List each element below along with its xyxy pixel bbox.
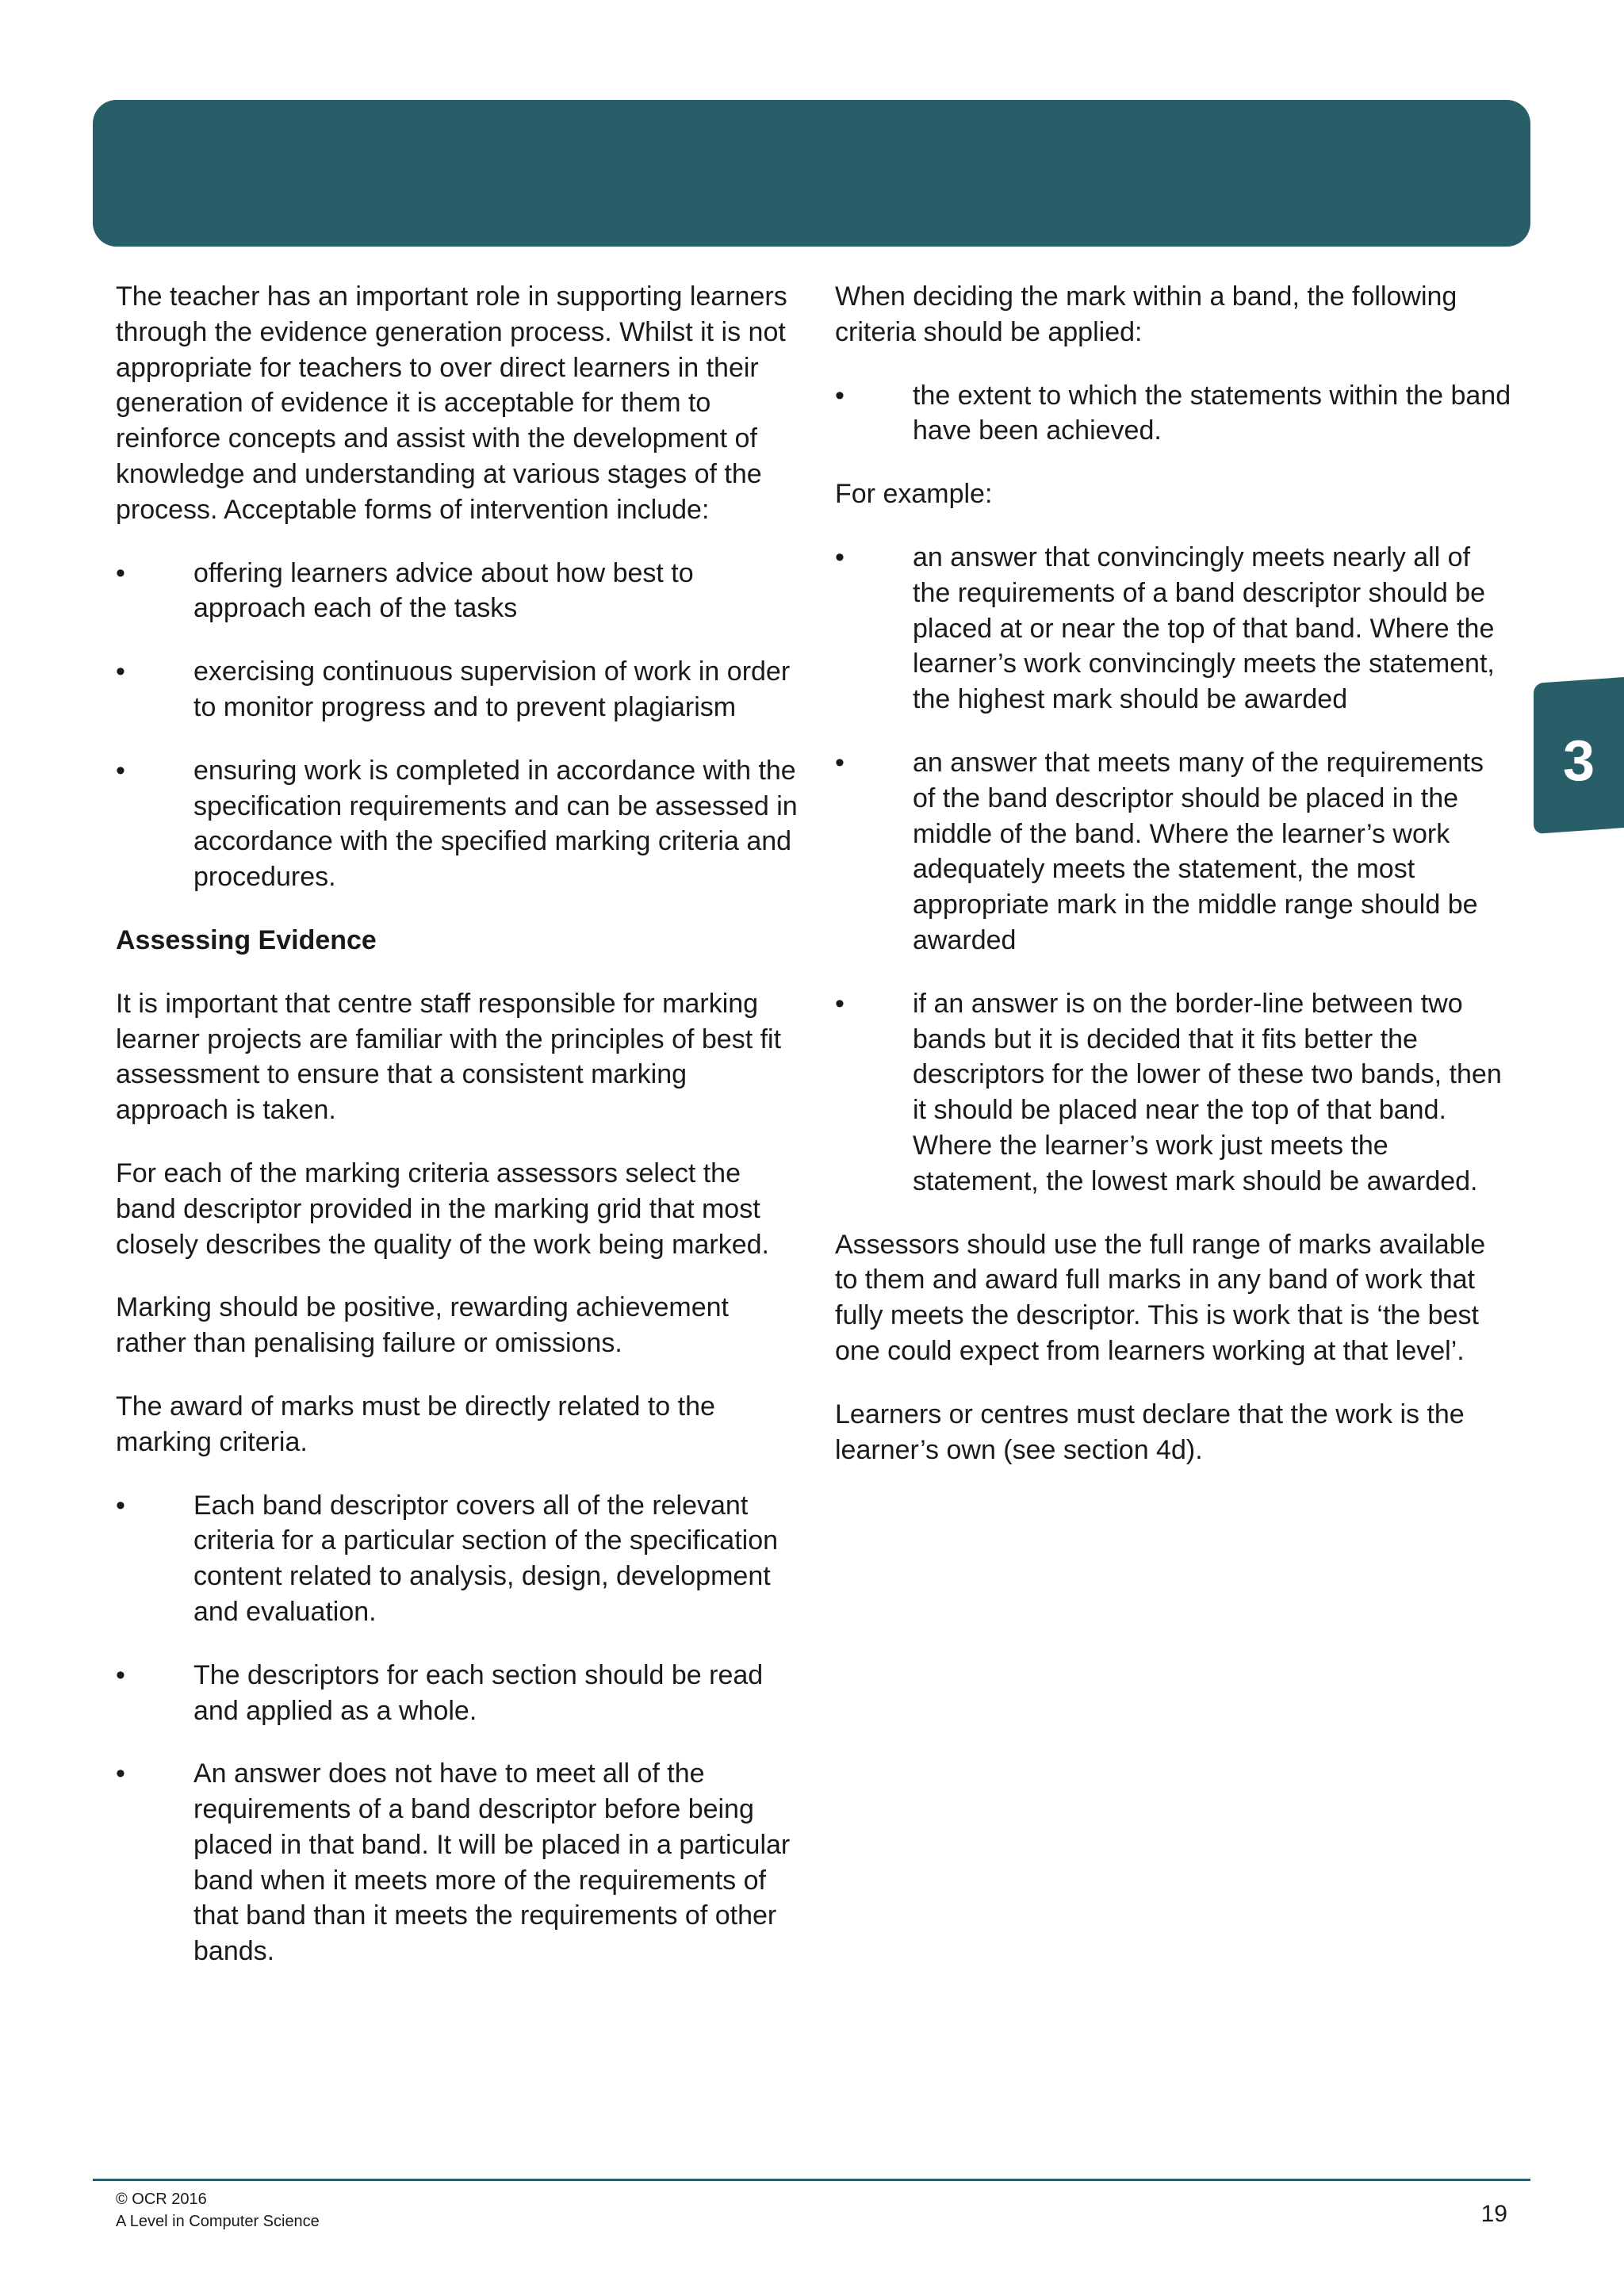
list-item-text: offering learners advice about how best to approach each of the tasks — [193, 557, 694, 624]
bullet-icon: • — [835, 988, 845, 1019]
intro-paragraph: When deciding the mark within a band, the following criteria should be applied: — [835, 281, 1457, 347]
list-item-text: An answer does not have to meet all of the requirements of a band descriptor before being placed in that band. It will be placed in a particular band when it meets more of the requirements of that band than it meets the requirements of other bands. — [193, 1758, 791, 1967]
paragraph: It is important that centre staff responsible for marking learner projects are familiar with the principles of best fit assessment to ensure that a consistent marking approach is taken. — [116, 988, 782, 1126]
list-item-text: an answer that meets many of the requirements of the band descriptor should be placed in the middle of the band. Where the learner’s work adequately meets the statement, the most appropriate mark in the middle range should be awarded — [913, 747, 1484, 955]
list-item — [116, 1756, 798, 1969]
intervention-list — [116, 556, 798, 895]
bullet-icon: • — [835, 541, 845, 572]
example-label: For example: — [835, 479, 993, 510]
bullet-icon: • — [835, 380, 845, 411]
bullet-icon: • — [835, 747, 845, 778]
band-list — [835, 378, 1513, 450]
list-item — [116, 1488, 798, 1630]
list-item — [835, 745, 1513, 959]
bullet-icon: • — [116, 1758, 125, 1789]
left-column — [116, 279, 798, 1997]
list-item — [116, 1658, 798, 1729]
footer-copyright: © OCR 2016 — [116, 2191, 207, 2208]
paragraph: For each of the marking criteria assessors select the band descriptor provided in the marking grid that most closely describes the quality of the work being marked. — [116, 1158, 769, 1260]
header-banner — [93, 100, 1530, 247]
paragraph: Marking should be positive, rewarding achievement rather than penalising failure or omissions. — [116, 1292, 729, 1359]
list-item — [116, 556, 798, 627]
footer-info — [116, 2188, 320, 2233]
right-column — [835, 279, 1513, 1495]
list-item — [835, 378, 1513, 450]
list-item — [835, 986, 1513, 1200]
list-item — [116, 753, 798, 895]
list-item — [835, 540, 1513, 718]
list-item-text: Each band descriptor covers all of the relevant criteria for a particular section of the specification content related to analysis, design, development and evaluation. — [193, 1490, 779, 1627]
list-item-text: ensuring work is completed in accordance with the specification requirements and can be assessed in accordance with the specified marking criteria and procedures. — [193, 755, 798, 893]
list-item — [116, 654, 798, 725]
list-item-text: The descriptors for each section should be read and applied as a whole. — [193, 1659, 764, 1726]
list-item-text: if an answer is on the border-line between two bands but it is decided that it fits better the descriptors for the lower of these two bands, then it should be placed near the top of that band. Where the learner’s work just meets the statement, the lowest mark should be awarded. — [913, 988, 1502, 1196]
bullet-icon: • — [116, 755, 125, 786]
bullet-icon: • — [116, 656, 125, 687]
footer-qualification: A Level in Computer Science — [116, 2213, 320, 2230]
bullet-icon: • — [116, 1490, 125, 1521]
intro-paragraph: The teacher has an important role in supporting learners through the evidence generation process. Whilst it is not appropriate for teachers to over direct learners in their generation of evidence it is acceptable for them to reinforce concepts and assist with the development of knowledge and understanding at various stages of the process. Acceptable forms of intervention include: — [116, 281, 787, 525]
example-list — [835, 540, 1513, 1200]
list-item-text: an answer that convincingly meets nearly all of the requirements of a band descriptor should be placed at or near the top of that band. Where the learner’s work convincingly meets the statement, the highest mark should be awarded — [913, 541, 1495, 715]
page-number: 19 — [1480, 2201, 1507, 2227]
list-item-text: the extent to which the statements within the band have been achieved. — [913, 380, 1511, 446]
section-tab-label: 3 — [1562, 729, 1595, 793]
bullet-icon: • — [116, 1659, 125, 1690]
paragraph: Assessors should use the full range of marks available to them and award full marks in any band of work that fully meets the descriptor. This is work that is ‘the best one could expect from learners working at that level’. — [835, 1229, 1486, 1366]
footer-divider — [93, 2179, 1530, 2181]
section-heading: Assessing Evidence — [116, 924, 377, 955]
list-item-text: exercising continuous supervision of work in order to monitor progress and to prevent plagiarism — [193, 656, 791, 722]
paragraph: The award of marks must be directly related to the marking criteria. — [116, 1391, 715, 1457]
bullet-icon: • — [116, 557, 125, 588]
criteria-list — [116, 1488, 798, 1970]
paragraph: Learners or centres must declare that the work is the learner’s own (see section 4d). — [835, 1399, 1465, 1465]
